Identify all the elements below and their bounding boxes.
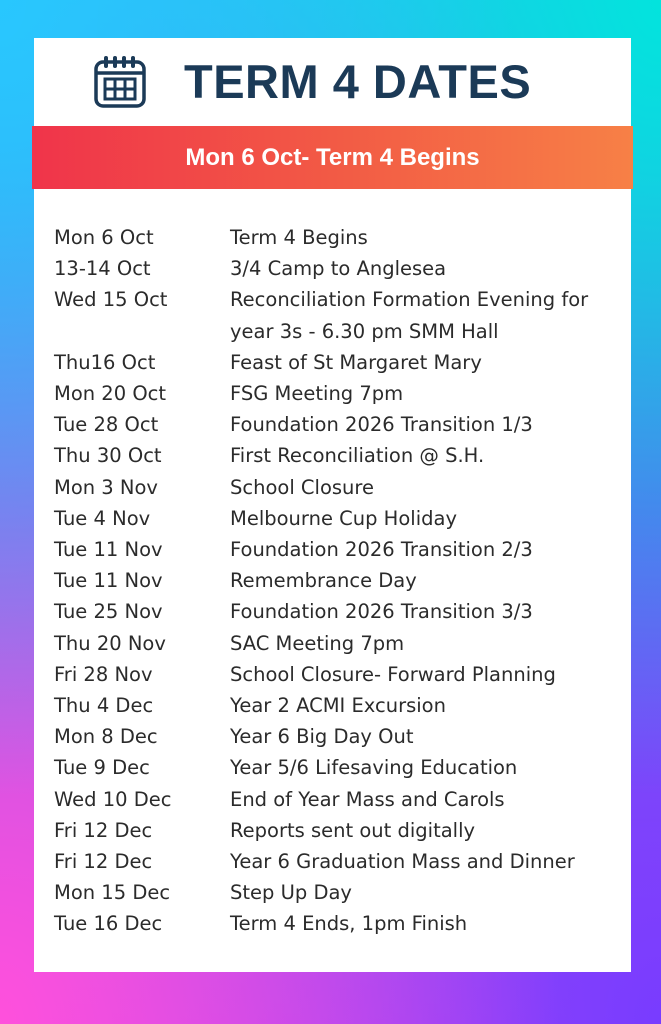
event-row: [54, 284, 614, 346]
event-row: [54, 409, 614, 440]
event-row: [54, 347, 614, 378]
event-row: [54, 908, 614, 939]
event-date: Tue 11 Nov: [54, 569, 163, 593]
event-description: Year 5/6 Lifesaving Education: [230, 756, 518, 780]
event-row: [54, 253, 614, 284]
event-date: Tue 28 Oct: [54, 413, 159, 437]
event-date: Tue 16 Dec: [54, 912, 163, 936]
event-date: Tue 9 Dec: [54, 756, 150, 780]
event-row: [54, 628, 614, 659]
event-description: Feast of St Margaret Mary: [230, 350, 482, 374]
event-description: Reconciliation Formation Evening for year 3s - 6.30 pm SMM Hall: [230, 288, 589, 343]
event-description: Year 6 Graduation Mass and Dinner: [230, 850, 575, 874]
event-date: Wed 15 Oct: [54, 288, 168, 312]
event-date: Thu16 Oct: [54, 350, 156, 374]
event-date: Tue 25 Nov: [54, 600, 163, 624]
calendar-icon: [92, 54, 148, 110]
event-description: Year 6 Big Day Out: [230, 725, 414, 749]
event-row: [54, 222, 614, 253]
event-row: [54, 565, 614, 596]
event-row: [54, 440, 614, 471]
event-row: [54, 378, 614, 409]
event-date: Tue 11 Nov: [54, 538, 163, 562]
event-row: [54, 534, 614, 565]
header: [34, 38, 631, 126]
event-date: 13-14 Oct: [54, 257, 151, 281]
event-date: Thu 4 Dec: [54, 694, 154, 718]
event-date: Mon 3 Nov: [54, 475, 158, 499]
event-date: Fri 28 Nov: [54, 662, 153, 686]
event-row: [54, 752, 614, 783]
event-date: Mon 6 Oct: [54, 226, 154, 249]
event-description: Foundation 2026 Transition 3/3: [230, 600, 533, 624]
event-description: Remembrance Day: [230, 569, 417, 593]
event-row: [54, 472, 614, 503]
event-description: Term 4 Begins: [230, 226, 368, 249]
event-row: [54, 815, 614, 846]
event-date: Mon 15 Dec: [54, 881, 171, 905]
event-description: End of Year Mass and Carols: [230, 787, 505, 811]
event-description: Year 2 ACMI Excursion: [230, 694, 446, 718]
event-description: Step Up Day: [230, 881, 352, 905]
event-description: FSG Meeting 7pm: [230, 382, 404, 406]
event-description: Foundation 2026 Transition 1/3: [230, 413, 533, 437]
event-description: 3/4 Camp to Anglesea: [230, 257, 447, 281]
event-description: School Closure: [230, 475, 375, 499]
event-date: Tue 4 Nov: [54, 506, 151, 530]
event-description: Term 4 Ends, 1pm Finish: [230, 912, 468, 936]
event-description: SAC Meeting 7pm: [230, 631, 405, 655]
event-description: Melbourne Cup Holiday: [230, 506, 457, 530]
event-date: Fri 12 Dec: [54, 818, 153, 842]
event-description: School Closure- Forward Planning: [230, 662, 556, 686]
page-title: TERM 4 DATES: [184, 55, 532, 108]
event-row: [54, 596, 614, 627]
term-dates-card: [34, 38, 631, 972]
events-list: [54, 222, 614, 940]
event-date: Fri 12 Dec: [54, 850, 153, 874]
event-description: Reports sent out digitally: [230, 818, 476, 842]
event-date: Wed 10 Dec: [54, 787, 172, 811]
event-date: Thu 30 Oct: [54, 444, 162, 468]
event-date: Mon 20 Oct: [54, 382, 167, 406]
term-start-banner: [32, 126, 633, 189]
event-row: [54, 690, 614, 721]
event-row: [54, 784, 614, 815]
event-row: [54, 659, 614, 690]
event-date: Mon 8 Dec: [54, 725, 158, 749]
event-row: [54, 877, 614, 908]
event-row: [54, 846, 614, 877]
banner-text: Mon 6 Oct- Term 4 Begins: [185, 144, 480, 171]
event-row: [54, 503, 614, 534]
event-description: Foundation 2026 Transition 2/3: [230, 538, 533, 562]
event-date: Thu 20 Nov: [54, 631, 166, 655]
event-description: First Reconciliation @ S.H.: [230, 444, 485, 468]
event-row: [54, 721, 614, 752]
